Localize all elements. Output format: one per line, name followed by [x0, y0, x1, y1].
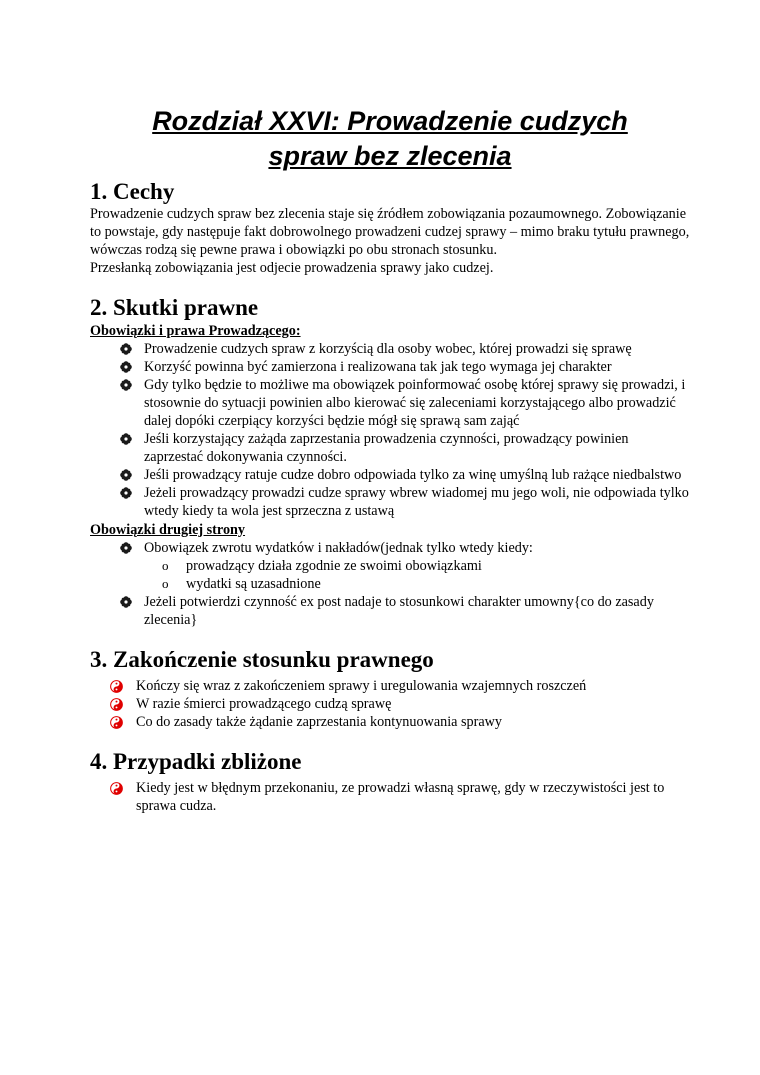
- heading-przypadki: 4. Przypadki zbliżone: [90, 749, 302, 774]
- flower-icon: [120, 379, 132, 391]
- heading-skutki: 2. Skutki prawne: [90, 295, 259, 320]
- yin-yang-icon: [110, 698, 123, 711]
- list-item: [118, 430, 690, 466]
- list-item-text: Kiedy jest w błędnym przekonaniu, ze prowadzi własną sprawę, gdy w rzeczywistości jest to sprawa cudza.: [136, 780, 665, 814]
- flower-icon: [120, 343, 132, 355]
- list-item-text: Jeżeli prowadzący prowadzi cudze sprawy wbrew wiadomej mu jego woli, nie odpowiada tylko wtedy kiedy ta wola jest sprzeczna z ustawą: [144, 485, 689, 519]
- list-zakonczenie: [90, 677, 690, 731]
- list-druga-strona: [90, 539, 690, 629]
- list-item: [110, 779, 690, 815]
- circle-icon: o: [162, 576, 169, 591]
- list-item: [118, 593, 690, 629]
- sublist-item: [162, 575, 690, 593]
- list-item-text: Jeśli korzystający zażąda zaprzestania prowadzenia czynności, prowadzący powinien zaprzestać dokonywania czynności.: [144, 431, 629, 465]
- list-item-text: Kończy się wraz z zakończeniem sprawy i uregulowania wzajemnych roszczeń: [136, 678, 587, 694]
- list-item-text: Jeżeli potwierdzi czynność ex post nadaje to stosunkowi charakter umowny{co do zasady zlecenia}: [144, 594, 654, 628]
- title-line-2: spraw bez zlecenia: [268, 141, 512, 171]
- title-line-1: Rozdział XXVI: Prowadzenie cudzych: [152, 106, 628, 136]
- sublist-item-text: prowadzący działa zgodnie ze swoimi obowiązkami: [186, 558, 482, 574]
- list-item: [110, 695, 690, 713]
- list-przypadki: [90, 779, 690, 815]
- list-item: [118, 376, 690, 430]
- list-item-text: Prowadzenie cudzych spraw z korzyścią dla osoby wobec, której prowadzi się sprawę: [144, 341, 632, 357]
- subheading-prowadzacy: Obowiązki i prawa Prowadzącego:: [90, 323, 301, 339]
- sublist-item-text: wydatki są uzasadnione: [186, 576, 321, 592]
- heading-zakonczenie: 3. Zakończenie stosunku prawnego: [90, 647, 434, 672]
- list-item-text: Gdy tylko będzie to możliwe ma obowiązek poinformować osobę której sprawy się prowadzi, i stosownie do sytuacji powinien albo kierować się zaleceniami korzystającego albo prowadzić dalej dopóki czerpiący korzyści będzie mógł się sprawą sam zająć: [144, 377, 686, 429]
- list-item: [118, 484, 690, 520]
- document-page: [90, 104, 690, 815]
- list-item-text: Obowiązek zwrotu wydatków i nakładów(jednak tylko wtedy kiedy:: [144, 540, 533, 556]
- list-prowadzacy: [90, 340, 690, 520]
- yin-yang-icon: [110, 716, 123, 729]
- subheading-druga-strona: Obowiązki drugiej strony: [90, 522, 246, 538]
- flower-icon: [120, 469, 132, 481]
- flower-icon: [120, 542, 132, 554]
- cechy-paragraph-1: Prowadzenie cudzych spraw bez zlecenia staje się źródłem zobowiązania pozaumownego. Zobowiązanie to powstaje, gdy następuje fakt dobrowolnego prowadzeni cudzej sprawy – mimo braku tytułu prawnego, wówczas rodzą się pewne prawa i obowiązki po obu stronach stosunku.: [90, 206, 690, 258]
- list-item: [110, 677, 690, 695]
- list-item: [118, 466, 690, 484]
- flower-icon: [120, 596, 132, 608]
- document-title: [90, 104, 690, 174]
- list-item-text: Korzyść powinna być zamierzona i realizowana tak jak tego wymaga jej charakter: [144, 359, 612, 375]
- list-item: [118, 358, 690, 376]
- yin-yang-icon: [110, 680, 123, 693]
- list-item-text: Jeśli prowadzący ratuje cudze dobro odpowiada tylko za winę umyślną lub rażące niedbalstwo: [144, 467, 682, 483]
- flower-icon: [120, 433, 132, 445]
- list-item-text: Co do zasady także żądanie zaprzestania kontynuowania sprawy: [136, 714, 502, 730]
- list-item: [118, 539, 690, 593]
- yin-yang-icon: [110, 782, 123, 795]
- sublist-item: [162, 557, 690, 575]
- cechy-paragraph-2: Przesłanką zobowiązania jest odjecie prowadzenia sprawy jako cudzej.: [90, 260, 494, 276]
- sublist: [144, 557, 690, 593]
- flower-icon: [120, 361, 132, 373]
- list-item: [110, 713, 690, 731]
- heading-cechy: 1. Cechy: [90, 179, 175, 204]
- flower-icon: [120, 487, 132, 499]
- list-item-text: W razie śmierci prowadzącego cudzą sprawę: [136, 696, 392, 712]
- circle-icon: o: [162, 558, 169, 573]
- list-item: [118, 340, 690, 358]
